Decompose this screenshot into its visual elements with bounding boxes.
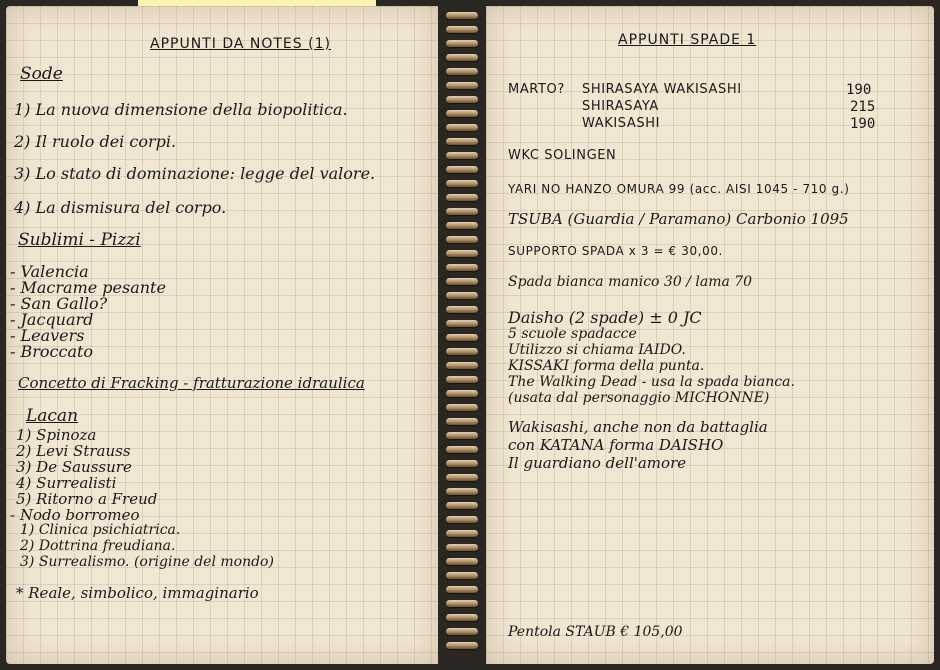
binding-hole — [479, 27, 484, 32]
spiral-ring — [446, 166, 478, 173]
binding-hole — [479, 587, 484, 592]
heading-sode: Sode — [20, 64, 63, 84]
spiral-ring — [446, 236, 478, 243]
sublimi-item: - Broccato — [10, 342, 94, 361]
spiral-ring — [446, 404, 478, 411]
binding-hole — [440, 559, 445, 564]
spiral-ring — [446, 600, 478, 607]
binding-hole — [440, 391, 445, 396]
lacan-item: 1) Clinica psichiatrica. — [20, 522, 181, 538]
binding-hole — [440, 307, 445, 312]
binding-hole — [440, 223, 445, 228]
binding-hole — [440, 279, 445, 284]
spiral-ring — [446, 572, 478, 579]
spiral-ring — [446, 292, 478, 299]
binding-hole — [479, 377, 484, 382]
binding-hole — [440, 573, 445, 578]
spiral-ring — [446, 208, 478, 215]
binding-hole — [479, 419, 484, 424]
binding-hole — [479, 209, 484, 214]
spiral-ring — [446, 418, 478, 425]
binding-hole — [440, 433, 445, 438]
binding-hole — [479, 433, 484, 438]
spiral-ring — [446, 432, 478, 439]
binding-hole — [479, 139, 484, 144]
binding-hole — [479, 195, 484, 200]
spiral-binding — [440, 8, 484, 662]
binding-hole — [440, 181, 445, 186]
binding-hole — [479, 13, 484, 18]
left-notebook-page — [6, 6, 438, 664]
spiral-ring — [446, 320, 478, 327]
spiral-ring — [446, 334, 478, 341]
binding-hole — [479, 517, 484, 522]
note-line: YARI NO HANZO OMURA 99 (acc. AISI 1045 - 710 g.) — [508, 182, 850, 196]
binding-hole — [479, 461, 484, 466]
spiral-ring — [446, 516, 478, 523]
spiral-ring — [446, 26, 478, 33]
binding-hole — [479, 265, 484, 270]
binding-hole — [440, 335, 445, 340]
spiral-ring — [446, 530, 478, 537]
sode-item: 1) La nuova dimensione della biopolitica. — [14, 100, 348, 119]
binding-hole — [440, 629, 445, 634]
binding-hole — [440, 531, 445, 536]
binding-hole — [479, 97, 484, 102]
spiral-ring — [446, 278, 478, 285]
binding-hole — [479, 111, 484, 116]
lacan-item: 2) Dottrina freudiana. — [20, 538, 176, 554]
lacan-item: - Nodo borromeo — [10, 506, 140, 524]
sublimi-item: - Jacquard — [10, 310, 94, 329]
binding-hole — [440, 601, 445, 606]
binding-hole — [440, 237, 445, 242]
binding-hole — [479, 629, 484, 634]
left-page-title: APPUNTI DA NOTES (1) — [150, 36, 331, 52]
spiral-ring — [446, 348, 478, 355]
spiral-ring — [446, 264, 478, 271]
binding-hole — [479, 573, 484, 578]
lacan-item: 4) Surrealisti — [16, 474, 117, 492]
spiral-ring — [446, 390, 478, 397]
note-line: TSUBA (Guardia / Paramano) Carbonio 1095 — [508, 210, 849, 228]
binding-hole — [479, 321, 484, 326]
binding-hole — [479, 83, 484, 88]
binding-hole — [479, 615, 484, 620]
note-line: Il guardiano dell'amore — [508, 454, 687, 472]
note-line: WKC SOLINGEN — [508, 148, 617, 163]
spiral-ring — [446, 250, 478, 257]
binding-hole — [440, 321, 445, 326]
sublimi-item: - Leavers — [10, 326, 85, 345]
spiral-ring — [446, 124, 478, 131]
binding-hole — [479, 363, 484, 368]
binding-hole — [479, 475, 484, 480]
spiral-ring — [446, 194, 478, 201]
sode-item: 3) Lo stato di dominazione: legge del valore. — [14, 164, 376, 183]
sword-price: 215 — [850, 99, 876, 115]
binding-hole — [440, 27, 445, 32]
binding-hole — [440, 55, 445, 60]
sublimi-item: - Macrame pesante — [10, 278, 166, 297]
binding-hole — [479, 237, 484, 242]
spiral-ring — [446, 82, 478, 89]
binding-hole — [440, 153, 445, 158]
sode-item: 2) Il ruolo dei corpi. — [14, 132, 177, 151]
spiral-ring — [446, 474, 478, 481]
left-footer-note: * Reale, simbolico, immaginario — [16, 584, 259, 602]
binding-hole — [479, 41, 484, 46]
spiral-ring — [446, 40, 478, 47]
binding-hole — [440, 615, 445, 620]
binding-hole — [440, 545, 445, 550]
binding-hole — [440, 251, 445, 256]
binding-hole — [440, 125, 445, 130]
binding-hole — [479, 167, 484, 172]
marto-label: MARTO? — [508, 82, 565, 97]
binding-hole — [479, 643, 484, 648]
binding-hole — [479, 251, 484, 256]
binding-hole — [479, 601, 484, 606]
spiral-ring — [446, 446, 478, 453]
lacan-item: 5) Ritorno a Freud — [16, 490, 158, 508]
binding-hole — [479, 307, 484, 312]
note-line: Wakisashi, anche non da battaglia — [508, 418, 768, 436]
spiral-ring — [446, 138, 478, 145]
binding-hole — [440, 349, 445, 354]
binding-hole — [440, 363, 445, 368]
heading-lacan: Lacan — [26, 406, 79, 426]
spiral-ring — [446, 96, 478, 103]
binding-hole — [440, 41, 445, 46]
right-footer-note: Pentola STAUB € 105,00 — [508, 624, 683, 640]
lacan-item: 3) De Saussure — [16, 458, 132, 476]
binding-hole — [479, 447, 484, 452]
note-line: Utilizzo si chiama IAIDO. — [508, 342, 686, 358]
spiral-ring — [446, 68, 478, 75]
sword-name: SHIRASAYA WAKISASHI — [582, 82, 742, 97]
binding-hole — [440, 111, 445, 116]
binding-hole — [440, 167, 445, 172]
spiral-ring — [446, 628, 478, 635]
binding-hole — [440, 69, 445, 74]
spiral-ring — [446, 222, 478, 229]
binding-hole — [440, 139, 445, 144]
heading-sublimi: Sublimi - Pizzi — [18, 230, 141, 250]
lacan-item: 1) Spinoza — [16, 426, 97, 444]
binding-hole — [479, 531, 484, 536]
binding-hole — [479, 405, 484, 410]
heading-concetto: Concetto di Fracking - fratturazione idraulica — [18, 374, 365, 392]
binding-hole — [440, 461, 445, 466]
binding-hole — [479, 293, 484, 298]
spiral-ring — [446, 362, 478, 369]
binding-hole — [479, 391, 484, 396]
note-line: (usata dal personaggio MICHONNE) — [508, 390, 770, 406]
binding-hole — [479, 503, 484, 508]
binding-hole — [440, 13, 445, 18]
binding-hole — [440, 419, 445, 424]
binding-hole — [440, 195, 445, 200]
binding-hole — [440, 447, 445, 452]
spiral-ring — [446, 544, 478, 551]
binding-hole — [479, 223, 484, 228]
note-line: SUPPORTO SPADA x 3 = € 30,00. — [508, 244, 723, 258]
binding-hole — [479, 335, 484, 340]
sublimi-item: - Valencia — [10, 262, 89, 281]
sword-name: WAKISASHI — [582, 116, 661, 131]
spiral-ring — [446, 376, 478, 383]
binding-hole — [440, 265, 445, 270]
binding-hole — [479, 349, 484, 354]
note-line: Daisho (2 spade) ± 0 JC — [508, 308, 702, 327]
binding-hole — [440, 503, 445, 508]
binding-hole — [479, 153, 484, 158]
note-line: Spada bianca manico 30 / lama 70 — [508, 274, 753, 290]
binding-hole — [440, 83, 445, 88]
lacan-item: 3) Surrealismo. (origine del mondo) — [20, 554, 274, 570]
spiral-ring — [446, 306, 478, 313]
sword-price: 190 — [846, 82, 872, 98]
spiral-ring — [446, 614, 478, 621]
spiral-ring — [446, 502, 478, 509]
spiral-ring — [446, 586, 478, 593]
binding-hole — [479, 69, 484, 74]
binding-hole — [440, 209, 445, 214]
binding-hole — [440, 405, 445, 410]
note-line: The Walking Dead - usa la spada bianca. — [508, 374, 795, 390]
sword-price: 190 — [850, 116, 876, 132]
binding-hole — [440, 489, 445, 494]
binding-hole — [479, 55, 484, 60]
binding-hole — [479, 125, 484, 130]
binding-hole — [440, 587, 445, 592]
binding-hole — [440, 643, 445, 648]
note-line: con KATANA forma DAISHO — [508, 436, 724, 454]
binding-hole — [479, 279, 484, 284]
binding-hole — [479, 545, 484, 550]
binding-hole — [479, 181, 484, 186]
spiral-ring — [446, 12, 478, 19]
sode-item: 4) La dismisura del corpo. — [14, 198, 227, 217]
binding-hole — [479, 489, 484, 494]
spiral-ring — [446, 110, 478, 117]
lacan-item: 2) Levi Strauss — [16, 442, 131, 460]
spiral-ring — [446, 460, 478, 467]
note-line: 5 scuole spadacce — [508, 326, 637, 342]
binding-hole — [440, 97, 445, 102]
sword-name: SHIRASAYA — [582, 99, 659, 114]
binding-hole — [440, 517, 445, 522]
spiral-ring — [446, 54, 478, 61]
spiral-ring — [446, 488, 478, 495]
binding-hole — [479, 559, 484, 564]
right-page-title: APPUNTI SPADE 1 — [618, 32, 757, 48]
note-line: KISSAKI forma della punta. — [508, 358, 705, 374]
spiral-ring — [446, 152, 478, 159]
right-notebook-page — [486, 6, 934, 664]
sublimi-item: - San Gallo? — [10, 294, 108, 313]
spiral-ring — [446, 558, 478, 565]
spiral-ring — [446, 642, 478, 649]
binding-hole — [440, 293, 445, 298]
spiral-ring — [446, 180, 478, 187]
binding-hole — [440, 475, 445, 480]
binding-hole — [440, 377, 445, 382]
